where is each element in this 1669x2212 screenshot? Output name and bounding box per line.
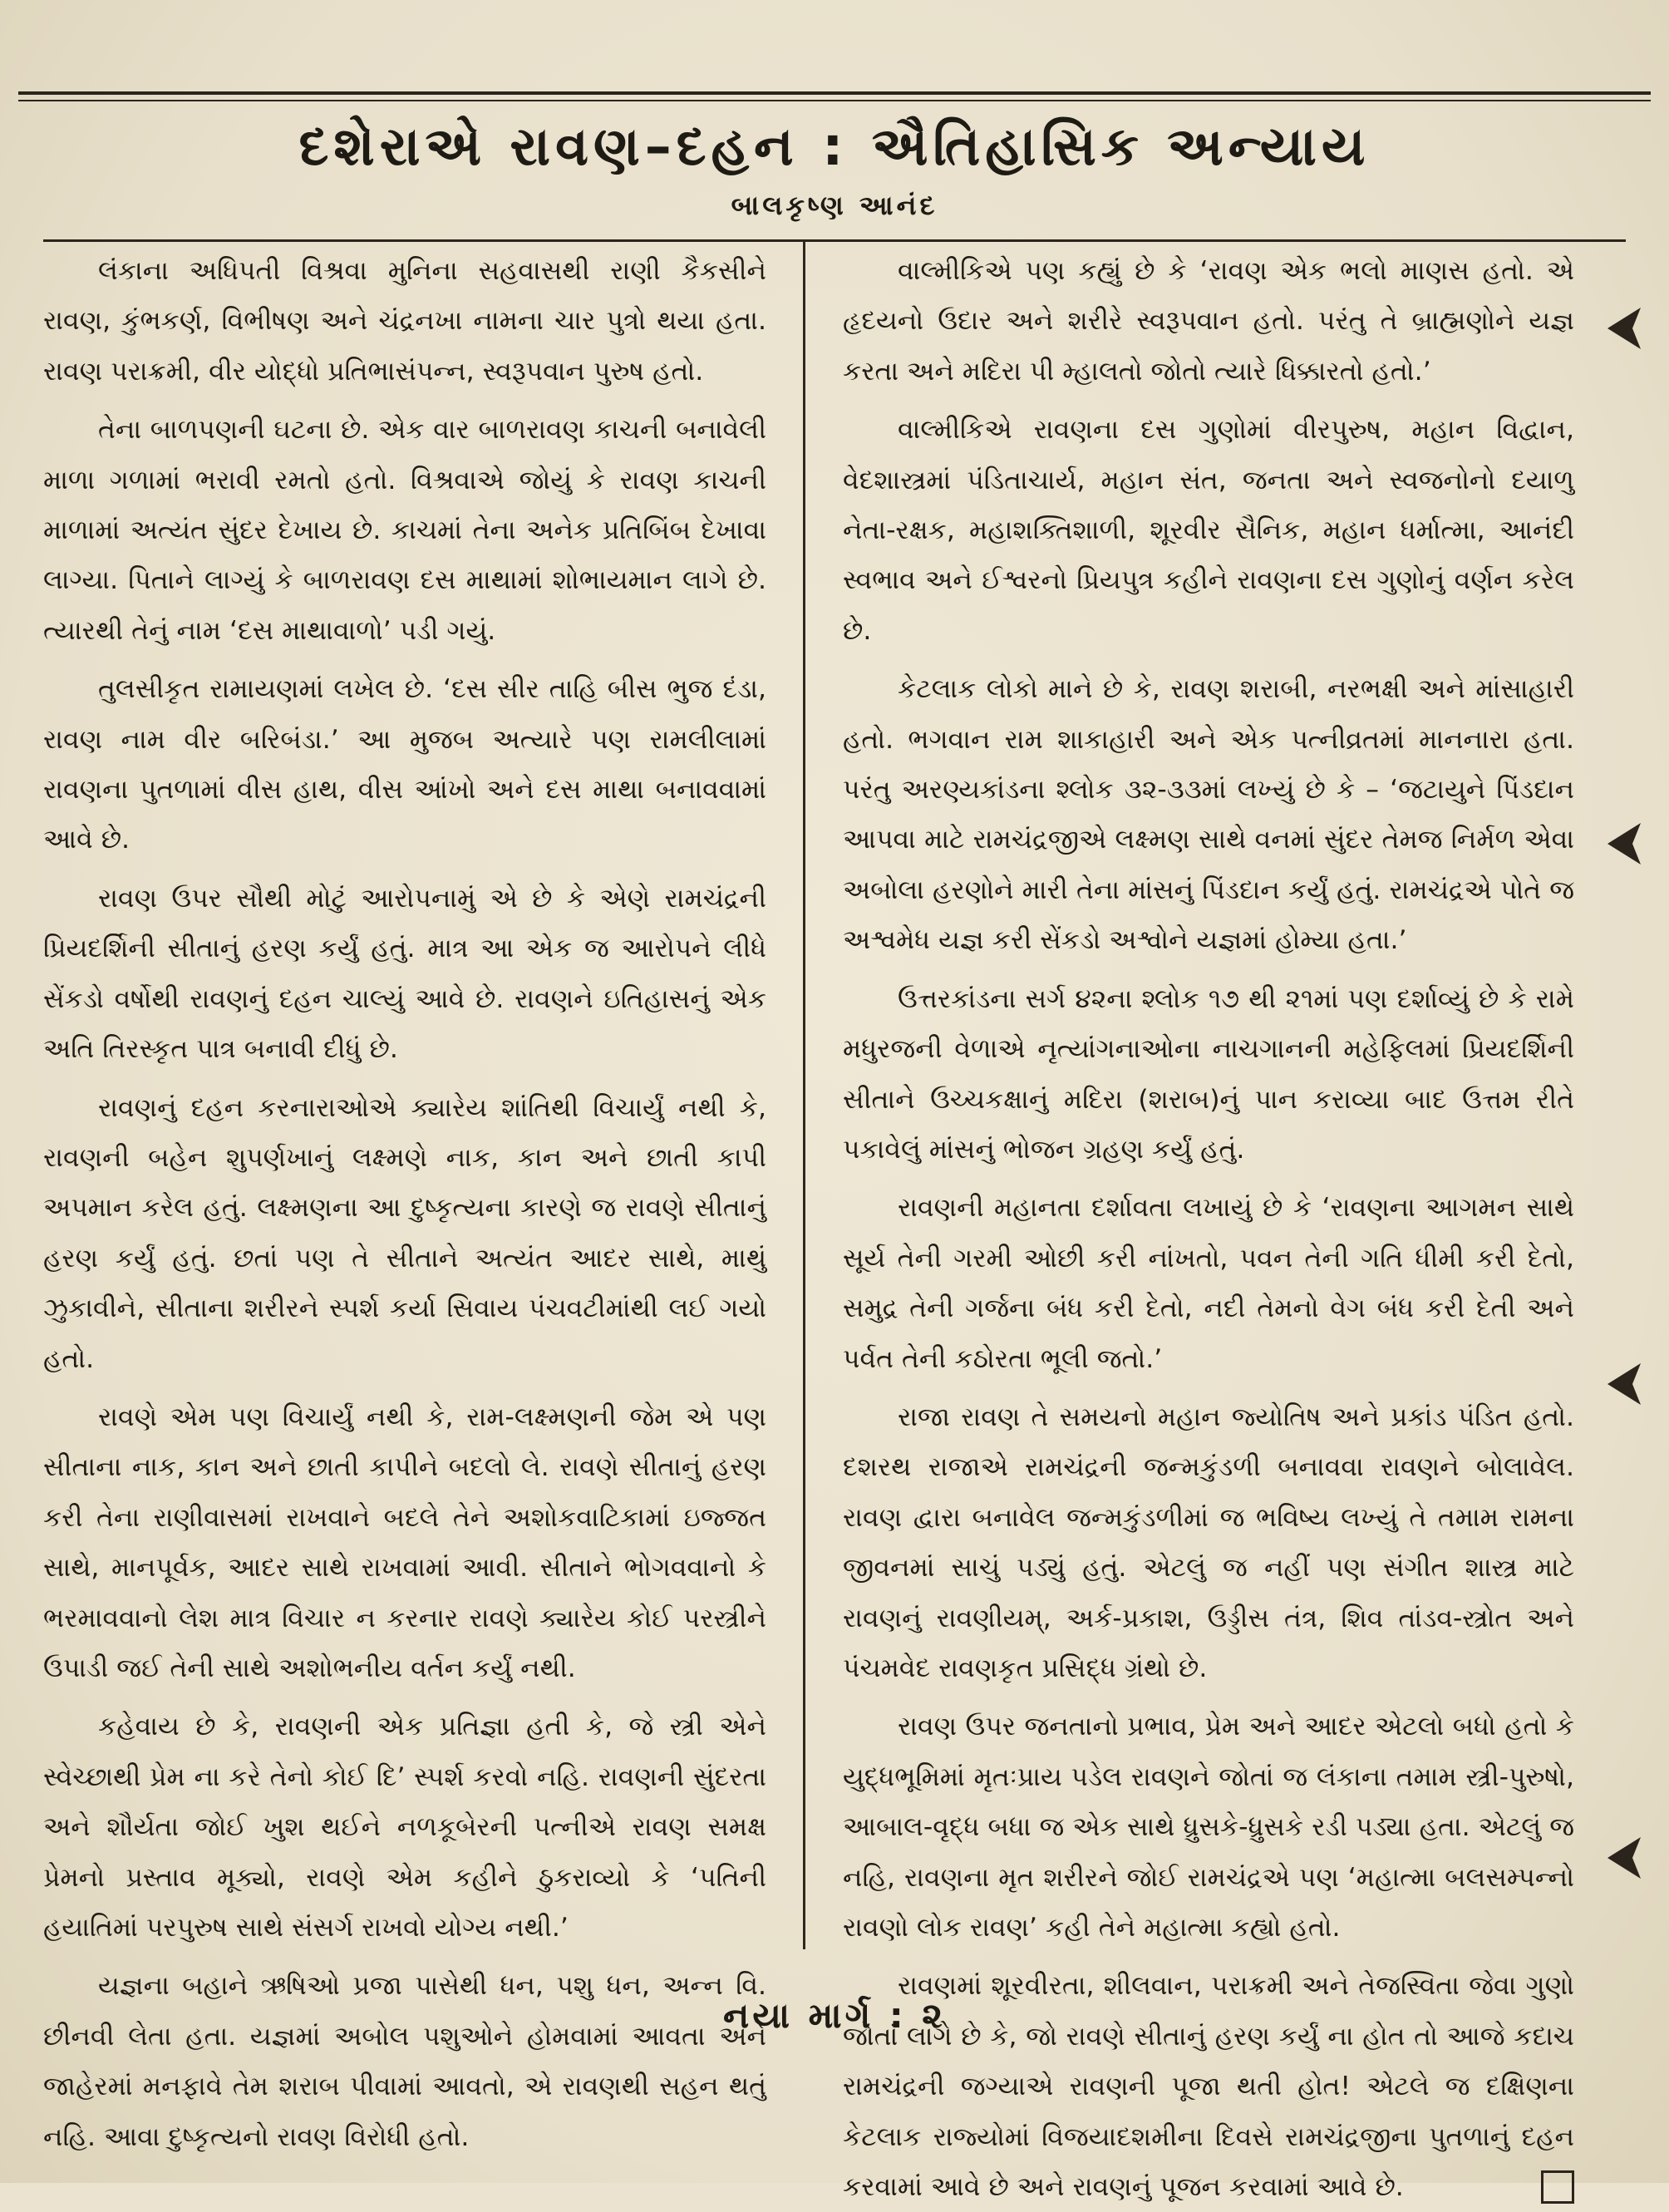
right-column xyxy=(843,246,1574,2203)
paragraph: રાવણ ઉપર સૌથી મોટું આરોપનામું એ છે કે એણે રામચંદ્રની પ્રિયદર્શિની સીતાનું હરણ કર્યું હતું. માત્ર આ એક જ આરોપને લીધે સેંકડો વર્ષોથી રાવણનું દહન ચાલ્યું આવે છે. રાવણને ઇતિહાસનું એક અતિ તિરસ્કૃત પાત્ર બનાવી દીધું છે. xyxy=(43,883,766,1065)
paragraph: કહેવાય છે કે, રાવણની એક પ્રતિજ્ઞા હતી કે, જે સ્ત્રી એને સ્વેચ્છાથી પ્રેમ ના કરે તેનો કોઈ દિ’ સ્પર્શ કરવો નહિ. રાવણની સુંદરતા અને શૌર્યતા જોઈ ખુશ થઈને નળકૂબેરની પત્નીએ રાવણ સમક્ષ પ્રેમનો પ્રસ્તાવ મૂક્યો, રાવણે એમ કહીને ઠુકરાવ્યો કે ‘પતિની હયાતિમાં પરપુરુષ સાથે સંસર્ગ રાખવો યોગ્ય નથી.’ xyxy=(43,1712,766,1943)
paragraph: રાવણે એમ પણ વિચાર્યું નથી કે, રામ-લક્ષ્મણની જેમ એ પણ સીતાના નાક, કાન અને છાતી કાપીને બદલો લે. રાવણે સીતાનું હરણ કરી તેના રાણીવાસમાં રાખવાને બદલે તેને અશોકવાટિકામાં ઇજ્જત સાથે, માનપૂર્વક, આદર સાથે રાખવામાં આવી. સીતાને ભોગવવાનો કે ભરમાવવાનો લેશ માત્ર વિચાર ન કરનાર રાવણે ક્યારેય કોઈ પરસ્ત્રીને ઉપાડી જઈ તેની સાથે અશોભનીય વર્તન કર્યું નથી. xyxy=(43,1402,766,1683)
article-title: દશેરાએ રાવણ–દહન : ઐતિહાસિક અન્યાય xyxy=(298,116,1371,178)
paragraph: લંકાના અધિપતી વિશ્રવા મુનિના સહવાસથી રાણી કૈકસીને રાવણ, કુંભકર્ણ, વિભીષણ અને ચંદ્રનખા નામના ચાર પુત્રો થયા હતા. રાવણ પરાક્રમી, વીર યોદ્ધો પ્રતિભાસંપન્ન, સ્વરૂપવાન પુરુષ હતો. xyxy=(43,256,766,387)
top-rule-thin xyxy=(18,100,1651,101)
left-column xyxy=(43,246,766,2152)
paragraph-text: રાવણમાં શૂરવીરતા, શીલવાન, પરાક્રમી અને તેજસ્વિતા જેવા ગુણો જોતાં લાગે છે કે, જો રાવણે સીતાનું હરણ કર્યું ના હોત તો આજે કદાચ રામચંદ્રની જગ્યાએ રાવણની પૂજા થતી હોત! એટલે જ દક્ષિણના કેટલાક રાજ્યોમાં વિજયાદશમીના દિવસે રામચંદ્રજીના પુતળાનું દહન કરવામાં આવે છે અને રાવણનું પૂજન કરવામાં આવે છે. xyxy=(843,1971,1574,2203)
end-mark-icon xyxy=(1541,2170,1574,2204)
paragraph: ઉત્તરકાંડના સર્ગ ૪૨ના શ્લોક ૧૭ થી ૨૧માં પણ દર્શાવ્યું છે કે રામે મધુરજની વેળાએ નૃત્યાંગનાઓના નાચગાનની મહેફિલમાં પ્રિયદર્શિની સીતાને ઉચ્ચકક્ષાનું મદિરા (શરાબ)નું પાન કરાવ્યા બાદ ઉત્તમ રીતે પકાવેલું માંસનું ભોજન ગ્રહણ કર્યું હતું. xyxy=(843,983,1574,1165)
page-footer: નયા માર્ગ : ૨ xyxy=(723,1995,946,2036)
binding-tear-mark xyxy=(1607,1355,1657,1413)
paragraph: રાવણ ઉપર જનતાનો પ્રભાવ, પ્રેમ અને આદર એટલો બધો હતો કે યુદ્ધભૂમિમાં મૃતઃપ્રાય પડેલ રાવણને જોતાં જ લંકાના તમામ સ્ત્રી-પુરુષો, આબાલ-વૃદ્ધ બધા જ એક સાથે ધ્રુસકે-ધ્રુસકે રડી પડ્યા હતા. એટલું જ નહિ, રાવણના મૃત શરીરને જોઈ રામચંદ્રએ પણ ‘મહાત્મા બલસમ્પન્નો રાવણો લોક રાવણ’ કહી તેને મહાત્મા કહ્યો હતો. xyxy=(843,1712,1574,1943)
paragraph: રાજા રાવણ તે સમયનો મહાન જ્યોતિષ અને પ્રકાંડ પંડિત હતો. દશરથ રાજાએ રામચંદ્રની જન્મકુંડળી બનાવવા રાવણને બોલાવેલ. રાવણ દ્વારા બનાવેલ જન્મકુંડળીમાં જ ભવિષ્ય લખ્યું તે તમામ રામના જીવનમાં સાચું પડ્યું હતું. એટલું જ નહીં પણ સંગીત શાસ્ત્ર માટે રાવણનું રાવણીયમ્, અર્ક-પ્રકાશ, ઉડ્ડીસ તંત્ર, શિવ તાંડવ-સ્ત્રોત અને પંચમવેદ રાવણકૃત પ્રસિદ્ધ ગ્રંથો છે. xyxy=(843,1402,1574,1683)
paragraph: વાલ્મીકિએ રાવણના દસ ગુણોમાં વીરપુરુષ, મહાન વિદ્વાન, વેદશાસ્ત્રમાં પંડિતાચાર્ય, મહાન સંત, જનતા અને સ્વજનોનો દયાળુ નેતા-રક્ષક, મહાશક્તિશાળી, શૂરવીર સૈનિક, મહાન ધર્માત્મા, આનંદી સ્વભાવ અને ઈશ્વરનો પ્રિયપુત્ર કહીને રાવણના દસ ગુણોનું વર્ણન કરેલ છે. xyxy=(843,415,1574,646)
column-divider xyxy=(803,241,805,1949)
binding-tear-mark xyxy=(1607,815,1657,873)
binding-tear-mark xyxy=(1607,1829,1657,1887)
paragraph: કેટલાક લોકો માને છે કે, રાવણ શરાબી, નરભક્ષી અને માંસાહારી હતો. ભગવાન રામ શાકાહારી અને એક પત્નીવ્રતમાં માનનારા હતા. પરંતુ અરણ્યકાંડના શ્લોક ૩૨-૩૩માં લખ્યું છે કે – ‘જટાયુને પિંડદાન આપવા માટે રામચંદ્રજીએ લક્ષ્મણ સાથે વનમાં સુંદર તેમજ નિર્મળ એવા અબોલા હરણોને મારી તેના માંસનું પિંડદાન કર્યું હતું. રામચંદ્રએ પોતે જ અશ્વમેધ યજ્ઞ કરી સેંકડો અશ્વોને યજ્ઞમાં હોમ્યા હતા.’ xyxy=(843,674,1574,956)
paragraph: વાલ્મીકિએ પણ કહ્યું છે કે ‘રાવણ એક ભલો માણસ હતો. એ હૃદયનો ઉદાર અને શરીરે સ્વરૂપવાન હતો. પરંતુ તે બ્રાહ્મણોને યજ્ઞ કરતા અને મદિરા પી મ્હાલતો જોતો ત્યારે ધિક્કારતો હતો.’ xyxy=(843,256,1574,387)
paragraph: રાવણની મહાનતા દર્શાવતા લખાયું છે કે ‘રાવણના આગમન સાથે સૂર્ય તેની ગરમી ઓછી કરી નાંખતો, પવન તેની ગતિ ધીમી કરી દેતો, સમુદ્ર તેની ગર્જના બંધ કરી દેતો, નદી તેમનો વેગ બંધ કરી દેતી અને પર્વત તેની કઠોરતા ભૂલી જતો.’ xyxy=(843,1193,1574,1374)
paragraph: યજ્ઞના બહાને ઋષિઓ પ્રજા પાસેથી ધન, પશુ ધન, અન્ન વિ. છીનવી લેતા હતા. યજ્ઞમાં અબોલ પશુઓને હોમવામાં આવતા અને જાહેરમાં મનફાવે તેમ શરાબ પીવામાં આવતો, એ રાવણથી સહન થતું નહિ. આવા દુષ્કૃત્યનો રાવણ વિરોધી હતો. xyxy=(43,1971,766,2152)
binding-tear-mark xyxy=(1607,299,1657,357)
paragraph: તુલસીકૃત રામાયણમાં લખેલ છે. ‘દસ સીર તાહિ બીસ ભુજ દંડા, રાવણ નામ વીર બરિબંડા.’ આ મુજબ અત્યારે પણ રામલીલામાં રાવણના પુતળામાં વીસ હાથ, વીસ આંખો અને દસ માથા બનાવવામાં આવે છે. xyxy=(43,674,766,855)
header-rule xyxy=(43,239,1626,242)
article-author: બાલકૃષ્ણ આનંદ xyxy=(731,190,938,221)
top-rule xyxy=(18,91,1651,95)
paragraph: તેના બાળપણની ઘટના છે. એક વાર બાળરાવણ કાચની બનાવેલી માળા ગળામાં ભરાવી રમતો હતો. વિશ્રવાએ જોયું કે રાવણ કાચની માળામાં અત્યંત સુંદર દેખાય છે. કાચમાં તેના અનેક પ્રતિબિંબ દેખાવા લાગ્યા. પિતાને લાગ્યું કે બાળરાવણ દસ માથામાં શોભાયમાન લાગે છે. ત્યારથી તેનું નામ ‘દસ માથાવાળો’ પડી ગયું. xyxy=(43,415,766,646)
paragraph: રાવણનું દહન કરનારાઓએ ક્યારેય શાંતિથી વિચાર્યું નથી કે, રાવણની બહેન શુપર્ણખાનું લક્ષ્મણે નાક, કાન અને છાતી કાપી અપમાન કરેલ હતું. લક્ષ્મણના આ દુષ્કૃત્યના કારણે જ રાવણે સીતાનું હરણ કર્યું હતું. છતાં પણ તે સીતાને અત્યંત આદર સાથે, માથું ઝુકાવીને, સીતાના શરીરને સ્પર્શ કર્યા સિવાય પંચવટીમાંથી લઈ ગયો હતો. xyxy=(43,1092,766,1374)
